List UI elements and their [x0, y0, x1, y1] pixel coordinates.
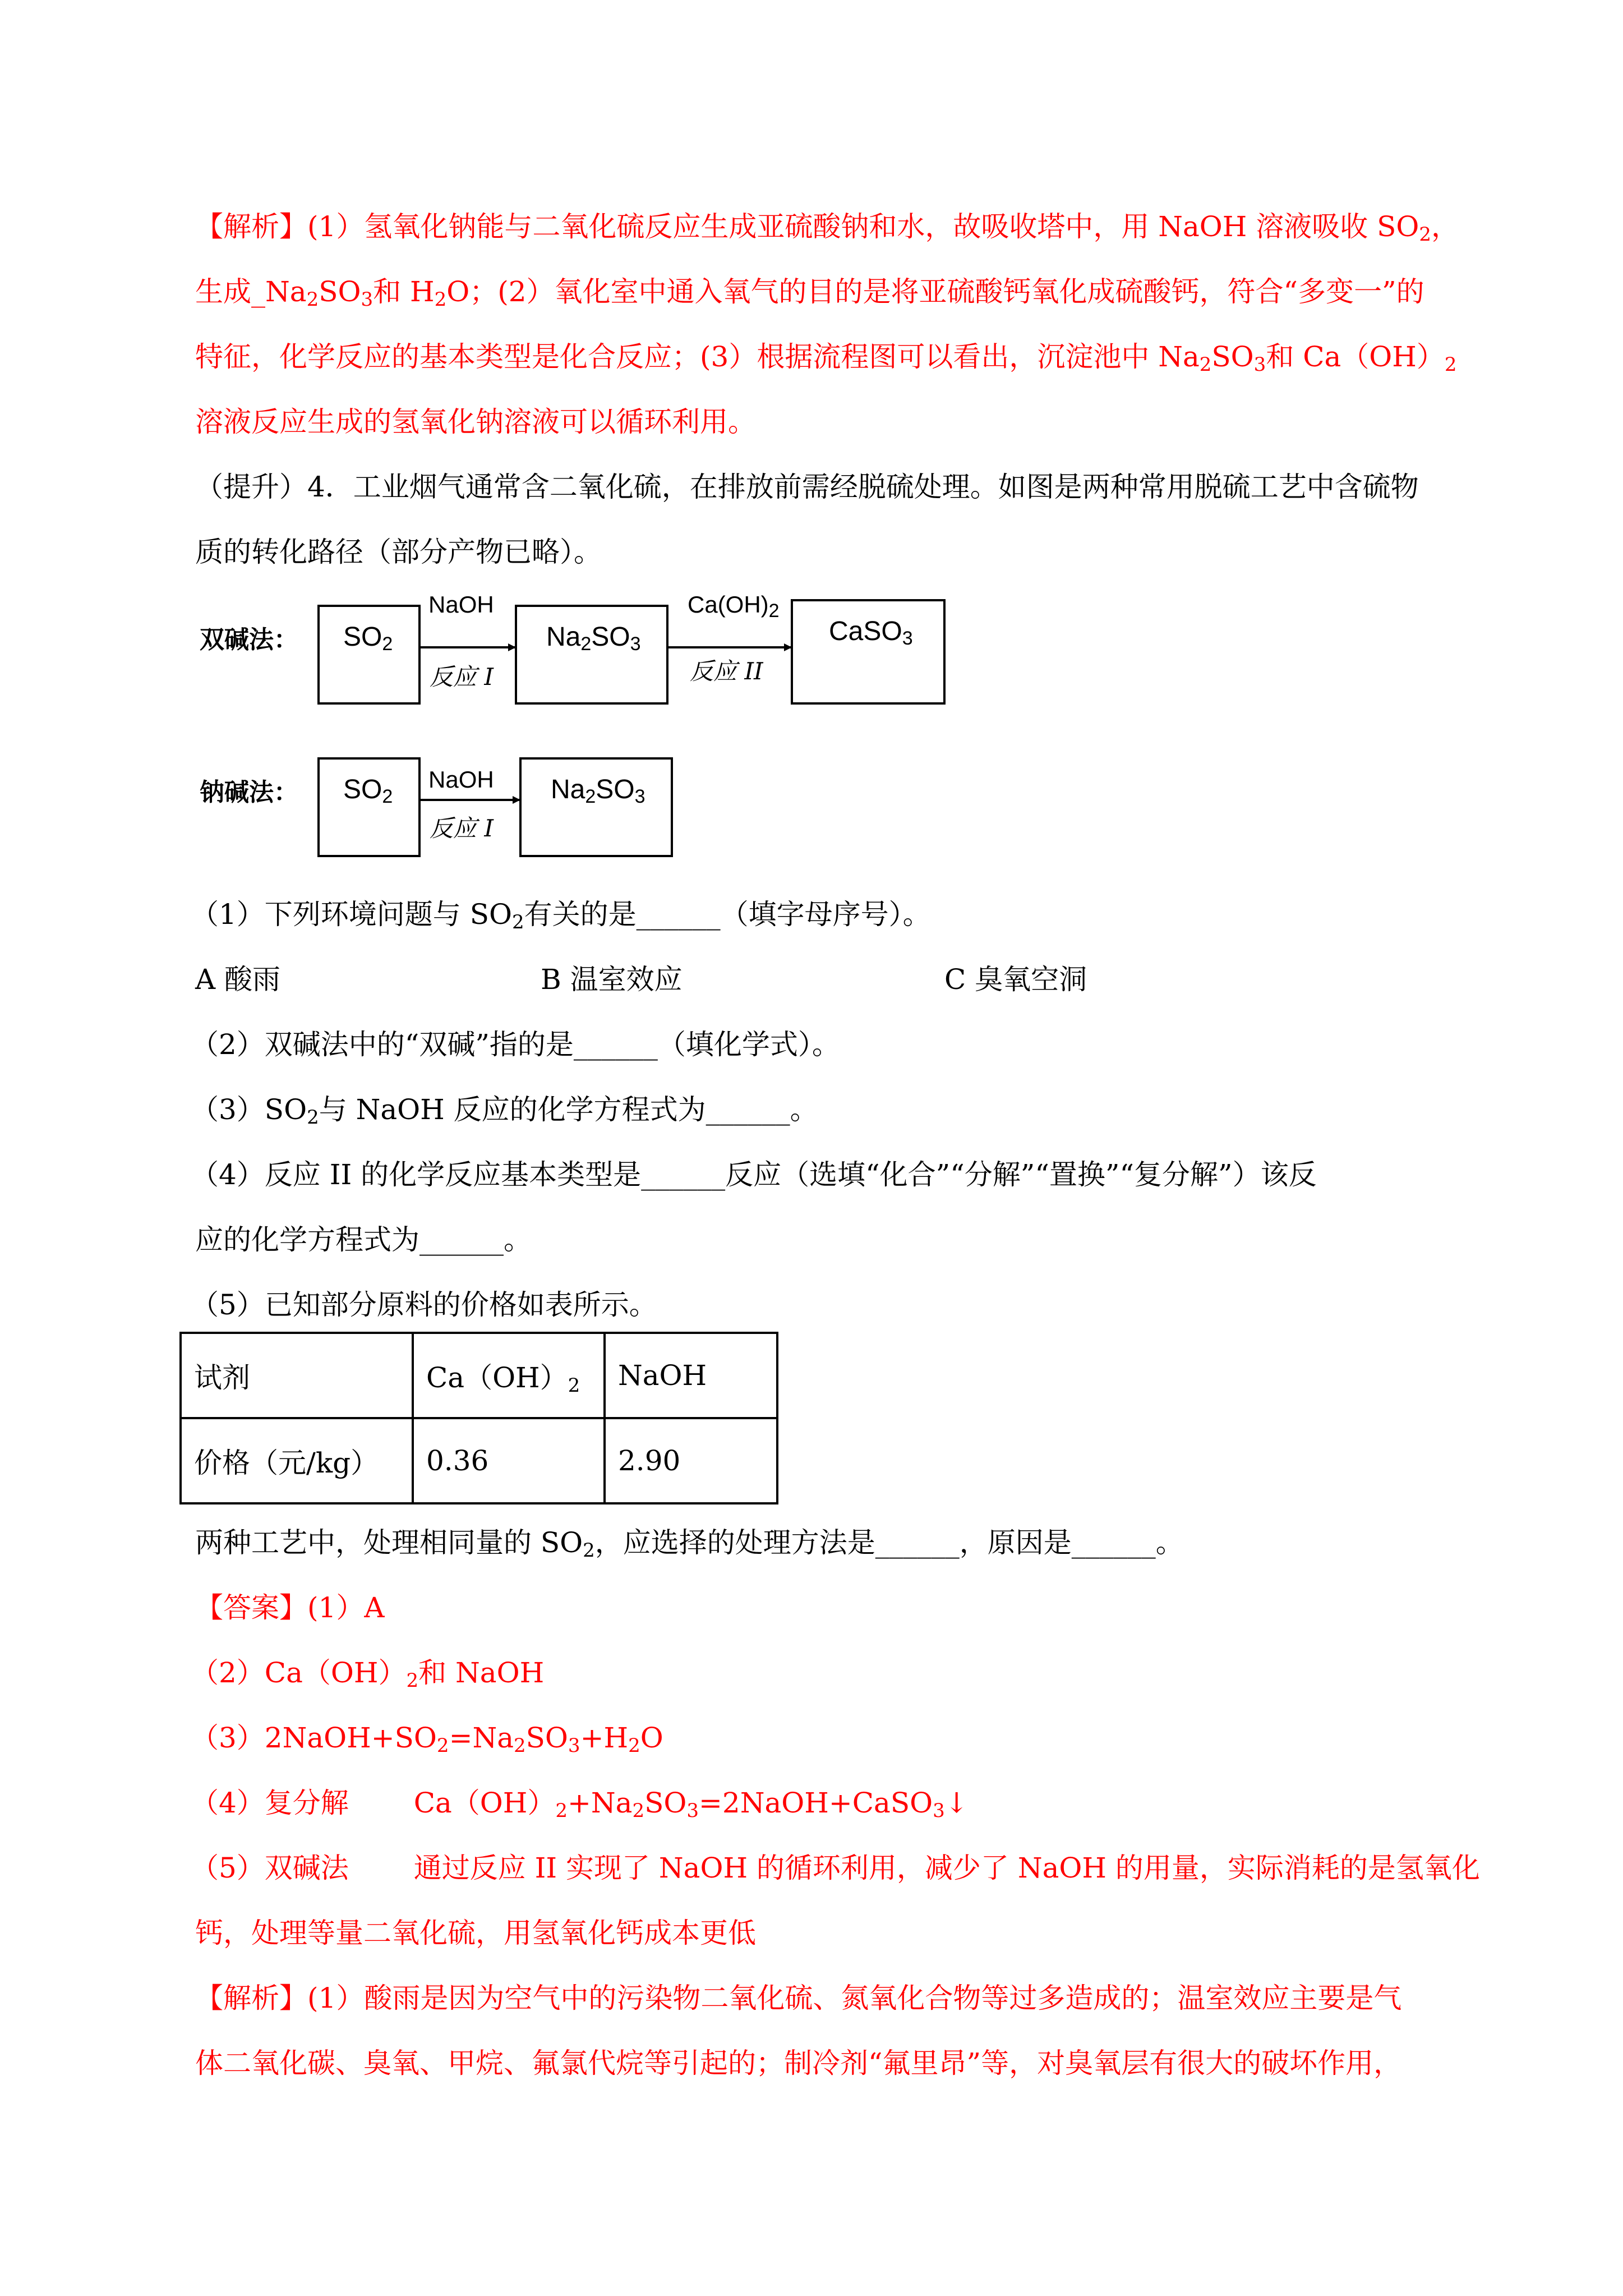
arrow2-top-label: [688, 591, 780, 622]
subscript: 2: [555, 1800, 568, 1822]
subscript: 2: [1444, 353, 1457, 376]
table-row: [181, 1418, 777, 1503]
text: 特征，化学反应的基本类型是化合反应；(3）根据流程图可以看出，沉淀池中 Na: [195, 341, 1200, 373]
answer-5-line2: [195, 1915, 756, 1951]
subscript: 3: [933, 1800, 945, 1822]
text: （2）双碱法中的“双碱”指的是______（填化学式）。: [191, 1028, 840, 1061]
q3: [191, 1092, 818, 1128]
q5-after: [195, 1525, 1184, 1561]
subscript: 3: [361, 288, 374, 311]
subscript: 2: [434, 288, 447, 311]
text: 与 NaOH 反应的化学方程式为______。: [319, 1093, 818, 1126]
table-cell: [181, 1418, 413, 1503]
arrow3-bottom-label: 反应 I: [430, 815, 494, 842]
text: 【答案】(1）A: [195, 1591, 385, 1624]
table-cell: [413, 1333, 605, 1418]
box-so2-1-text: [343, 622, 393, 655]
text: O: [640, 1722, 663, 1754]
answer-3: [191, 1720, 663, 1756]
text: ，应选择的处理方法是______，原因是______。: [594, 1526, 1184, 1559]
subscript: 2: [382, 786, 393, 807]
text: 质的转化路径（部分产物已略）。: [195, 536, 602, 568]
box-na2so3-1: [516, 606, 667, 703]
option-c: C 臭氧空洞: [944, 963, 1087, 996]
text: （5）已知部分原料的价格如表所示。: [191, 1289, 657, 1321]
text: 【解析】(1）酸雨是因为空气中的污染物二氧化硫、氮氧化合物等过多造成的；温室效应主要是气: [195, 1982, 1402, 2014]
q2: [191, 1027, 840, 1062]
text: 2.90: [618, 1444, 681, 1477]
text: 试剂: [194, 1361, 250, 1394]
subscript: 2: [628, 1734, 640, 1757]
answer-2: [191, 1655, 544, 1691]
text: ，: [1431, 210, 1460, 243]
text: 【解析】(1）氢氧化钠能与二氧化硫反应生成亚硫酸钠和水，故吸收塔中，用 NaOH 溶液吸收 SO: [195, 210, 1419, 243]
table-cell: [413, 1418, 605, 1503]
text: NaOH: [618, 1359, 707, 1392]
box-na2so3-2: [520, 758, 672, 856]
analysis2-line2: [195, 2045, 1401, 2081]
q4-line2: [195, 1222, 532, 1258]
text: 两种工艺中，处理相同量的 SO: [195, 1526, 583, 1559]
box-so2-2: [319, 758, 419, 856]
text: （3）2NaOH+SO: [191, 1722, 437, 1754]
text: 钙，处理等量二氧化硫，用氢氧化钙成本更低: [195, 1917, 756, 1949]
table-cell: [605, 1418, 777, 1503]
subscript: 2: [306, 288, 319, 311]
text: +Na: [568, 1787, 633, 1819]
subscript: 2: [1419, 223, 1432, 246]
subscript: 3: [686, 1800, 699, 1822]
text: +H: [580, 1722, 629, 1754]
subscript: 2: [382, 633, 393, 655]
box-so2-2-text: [343, 774, 393, 805]
analysis2-line1: [195, 1980, 1401, 2016]
box-so2-1: [319, 606, 419, 703]
option-b: B 温室效应: [541, 963, 683, 996]
answer-1: [195, 1590, 384, 1626]
subscript: 2: [632, 1800, 645, 1822]
text: 溶液反应生成的氢氧化钠溶液可以循环利用。: [195, 406, 756, 438]
text: Na: [546, 622, 581, 652]
subscript: 2: [1199, 353, 1212, 376]
text: 应的化学方程式为______。: [195, 1223, 532, 1256]
subscript: 2: [585, 786, 596, 807]
arrow1-bottom-label: 反应 I: [430, 663, 494, 691]
subscript: 3: [902, 628, 913, 649]
text: 和 Ca（OH）: [1266, 341, 1445, 373]
text: SO: [525, 1722, 568, 1754]
subscript: 3: [568, 1734, 580, 1757]
subscript: 2: [514, 1734, 526, 1757]
answer-5-line1: [191, 1850, 1480, 1886]
q5: [191, 1287, 657, 1323]
text: 体二氧化碳、臭氧、甲烷、氟氯代烷等引起的；制冷剂“氟里昂”等，对臭氧层有很大的破坏作用，: [195, 2047, 1402, 2079]
text: （2）Ca（OH）: [191, 1657, 407, 1689]
text: 0.36: [426, 1444, 489, 1477]
text: SO: [591, 622, 630, 652]
box-caso3-text: [829, 616, 913, 647]
subscript: 2: [768, 600, 780, 622]
table-cell: [605, 1333, 777, 1418]
arrow1-top-label: NaOH: [428, 591, 494, 618]
q1: [191, 896, 931, 932]
text: ↓: [944, 1787, 969, 1819]
subscript: 2: [568, 1374, 580, 1397]
text: （1）下列环境问题与 SO: [191, 898, 512, 931]
method1-label: 双碱法：: [200, 625, 298, 654]
text: （5）双碱法 通过反应 II 实现了 NaOH 的循环利用，减少了 NaOH 的用量，实际消耗的是氢氧化: [191, 1852, 1480, 1884]
box-na2so3-1-text: [546, 622, 641, 655]
text: SO: [596, 775, 635, 804]
arrow3-top-label: NaOH: [428, 766, 494, 793]
answer-4: [191, 1785, 969, 1821]
subscript: 3: [630, 633, 641, 655]
text: （4）反应 II 的化学反应基本类型是______反应（选填“化合”“分解”“置换”“复分解”）该反: [191, 1158, 1317, 1191]
text: CaSO: [829, 616, 902, 646]
text: 和 NaOH: [418, 1657, 545, 1689]
text: =Na: [449, 1722, 514, 1754]
box-na2so3-2-text: [551, 774, 645, 805]
table-cell: [181, 1333, 413, 1418]
text: 有关的是______（填字母序号）。: [524, 898, 931, 931]
text: SO: [1211, 341, 1254, 373]
text: Ca（OH）: [426, 1361, 568, 1394]
text: Ca(OH): [688, 591, 769, 618]
table-row: [181, 1333, 777, 1418]
subscript: 3: [634, 786, 645, 807]
text: （4）复分解 Ca（OH）: [191, 1787, 556, 1819]
subscript: 2: [307, 1106, 319, 1129]
text: SO: [644, 1787, 687, 1819]
subscript: 2: [583, 1539, 595, 1562]
text: O；(2）氧化室中通入氧气的目的是将亚硫酸钙氧化成硫酸钙，符合“多变一”的: [446, 275, 1424, 308]
price-table: [179, 1332, 778, 1504]
text: =2NaOH+CaSO: [699, 1787, 933, 1819]
text: SO: [343, 622, 382, 652]
subscript: 3: [1253, 353, 1266, 376]
text: SO: [319, 275, 361, 308]
subscript: 2: [406, 1669, 419, 1692]
text: 生成_Na: [195, 275, 307, 308]
text: 价格（元/kg）: [194, 1447, 379, 1479]
flow-diagram: [0, 0, 1623, 875]
text: 和 H: [373, 275, 435, 308]
option-a: A 酸雨: [195, 963, 281, 996]
text: Na: [551, 775, 585, 804]
subscript: 2: [580, 633, 592, 655]
text: （3）SO: [191, 1093, 307, 1126]
subscript: 2: [511, 911, 524, 933]
q4-line1: [191, 1157, 1317, 1193]
method2-label: 钠碱法：: [200, 778, 298, 807]
arrow2-bottom-label: 反应 II: [690, 657, 763, 685]
text: （提升）4．工业烟气通常含二氧化硫，在排放前需经脱硫处理。如图是两种常用脱硫工艺中含硫物: [195, 471, 1419, 503]
text: SO: [343, 775, 382, 804]
subscript: 2: [436, 1734, 449, 1757]
